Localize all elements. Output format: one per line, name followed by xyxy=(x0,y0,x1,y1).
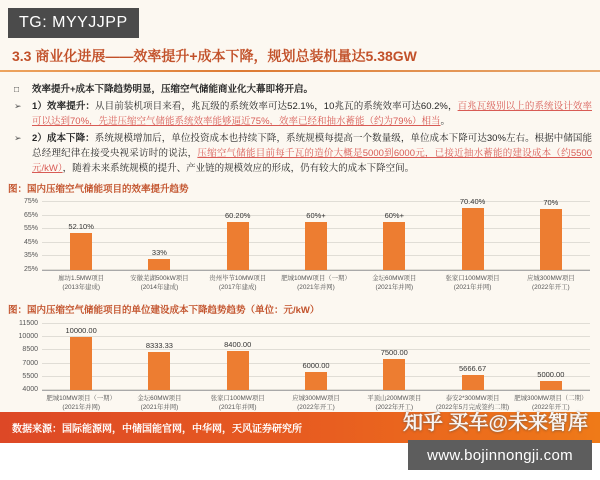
bar xyxy=(383,222,405,270)
arrow-bullet-icon: ➢ xyxy=(14,101,22,111)
y-tick-label: 55% xyxy=(23,225,38,233)
efficiency-chart xyxy=(8,181,594,292)
gridline xyxy=(42,336,590,337)
key-point-text: 效率提升+成本下降趋势明显，压缩空气储能商业化大幕即将开启。 xyxy=(32,84,314,95)
point-1-lead: 1）效率提升： xyxy=(32,101,96,112)
x-category-label: 张家口100MW项目 (2021年并网) xyxy=(210,395,265,411)
arrow-bullet-icon: ➢ xyxy=(14,133,22,143)
x-category-label: 金坛60MW项目 (2021年并网) xyxy=(372,275,417,291)
efficiency-chart-title: 图：国内压缩空气储能项目的效率提升趋势 xyxy=(8,184,189,195)
x-category-label: 平顶山200MW项目 (2022年开工) xyxy=(367,395,422,411)
point-1-tail: 。 xyxy=(440,116,451,127)
bar-value-label: 8333.33 xyxy=(145,340,173,350)
x-category-label: 泰安2*300MW项目 (2022年5月完成签约二期) xyxy=(435,395,510,411)
bar-value-label: 10000.00 xyxy=(65,326,97,336)
y-tick-label: 5500 xyxy=(22,372,38,380)
y-tick-label: 75% xyxy=(23,198,38,205)
bar xyxy=(305,372,327,390)
efficiency-plot-area xyxy=(23,197,590,273)
y-tick-label: 10000 xyxy=(18,333,38,341)
tg-badge-label: TG: MYYJJPP xyxy=(19,14,128,31)
x-category-label: 肥城10MW项目（一期） (2021年并网) xyxy=(46,395,116,411)
bar xyxy=(70,337,92,390)
cost-chart xyxy=(8,302,594,412)
site-url-box xyxy=(408,440,592,470)
cost-chart-title: 图：国内压缩空气储能项目的单位建设成本下降趋势趋势（单位：元/kW） xyxy=(8,305,320,316)
x-category-label: 金坛60MW项目 (2021年并网) xyxy=(137,395,182,411)
bar xyxy=(148,259,170,270)
body-text xyxy=(10,82,592,178)
x-category-label: 应城300MW项目 (2022年开工) xyxy=(292,395,340,411)
key-point-line xyxy=(10,82,592,97)
bar-value-label: 8400.00 xyxy=(224,340,252,350)
bar xyxy=(383,359,405,390)
watermark-text: 知乎 买车@未来智库 xyxy=(402,412,588,434)
point-1-highlight: 百兆瓦级别以上的系统设计效率可以达到70%，先进压缩空气储能系统效率能够逼近75%，效率已经和抽水蓄能（约为79%）相当 xyxy=(32,101,592,127)
bar-value-label: 70% xyxy=(543,197,559,207)
x-category-label: 贵州毕节10MW项目 (2017年建成) xyxy=(209,275,267,291)
y-tick-label: 4000 xyxy=(22,386,38,393)
efficiency-x-axis-labels xyxy=(42,275,590,292)
bar-value-label: 70.40% xyxy=(459,197,486,207)
point-2 xyxy=(10,131,592,176)
y-tick-label: 65% xyxy=(23,211,38,219)
y-tick-label: 35% xyxy=(23,252,38,260)
bar-value-label: 52.10% xyxy=(68,222,94,232)
x-category-label: 安徽芜湖500kW项目 (2014年建成) xyxy=(130,275,189,291)
bar-value-label: 7500.00 xyxy=(380,348,408,358)
point-1 xyxy=(10,99,592,129)
bar-value-label: 5000.00 xyxy=(537,370,565,380)
title-divider xyxy=(0,70,600,72)
site-url-text: www.bojinnongji.com xyxy=(427,446,573,464)
bar xyxy=(227,351,249,390)
bar-value-label: 6000.00 xyxy=(302,361,330,371)
gridline xyxy=(42,323,590,324)
bar-value-label: 5666.67 xyxy=(459,364,487,374)
page-title: 3.3 商业化进展——效率提升+成本下降，规划总装机量达5.38GW xyxy=(12,48,417,64)
bar-value-label: 60%+ xyxy=(384,211,404,221)
bar xyxy=(148,352,170,390)
bar xyxy=(305,222,327,270)
gridline xyxy=(42,349,590,350)
point-1-text: 从目前装机项目来看，兆瓦级的系统效率可达52.1%，10兆瓦的系统效率可达60.2%， xyxy=(95,101,458,112)
gridline xyxy=(42,201,590,202)
y-tick-label: 25% xyxy=(23,266,38,273)
bar xyxy=(540,381,562,390)
y-tick-label: 8500 xyxy=(22,346,38,354)
x-category-label: 肥城10MW项目（一期） (2021年并网) xyxy=(281,275,351,291)
bar xyxy=(462,208,484,270)
y-tick-label: 45% xyxy=(23,238,38,246)
point-2-highlight: 压缩空气储能目前每千瓦的造价大概是5000到6000元，已接近抽水蓄能的建设成本（约5500元/kW） xyxy=(32,148,592,174)
data-source-text: 数据来源：国际能源网，中储国能官网，中华网，天风证券研究所 xyxy=(12,424,302,435)
square-bullet-icon: □ xyxy=(14,84,20,94)
bar xyxy=(540,209,562,270)
x-category-label: 肥城300MW项目（二期） (2022年开工) xyxy=(514,395,588,411)
tg-badge xyxy=(8,8,139,38)
x-category-label: 张家口100MW项目 (2021年并网) xyxy=(445,275,500,291)
bar xyxy=(227,222,249,270)
cost-plot-area xyxy=(18,320,590,393)
y-tick-label: 7000 xyxy=(22,359,38,367)
y-tick-label: 11500 xyxy=(19,320,38,327)
x-category-label: 廊坊1.5MW项目 (2013年建成) xyxy=(58,275,105,291)
x-category-label: 应城300MW项目 (2022年开工) xyxy=(527,275,575,291)
point-2-text: 系统规模增加后，单位投资成本也持续下降，系统规模每提高一个数量级，单位成本下降可达30%左右。根据中储国能总经理纪律在接受央视采访时的说法， xyxy=(32,133,593,159)
point-2-lead: 2）成本下降： xyxy=(32,133,95,144)
bar-value-label: 33% xyxy=(151,248,167,258)
bar xyxy=(70,233,92,270)
point-2-tail: ，随着未来系统规模的提升、产业链的规模效应的形成，仍有较大的成本下降空间。 xyxy=(62,163,415,174)
bar-value-label: 60%+ xyxy=(306,211,326,221)
bar xyxy=(462,375,484,390)
bar-value-label: 60.20% xyxy=(224,211,251,221)
